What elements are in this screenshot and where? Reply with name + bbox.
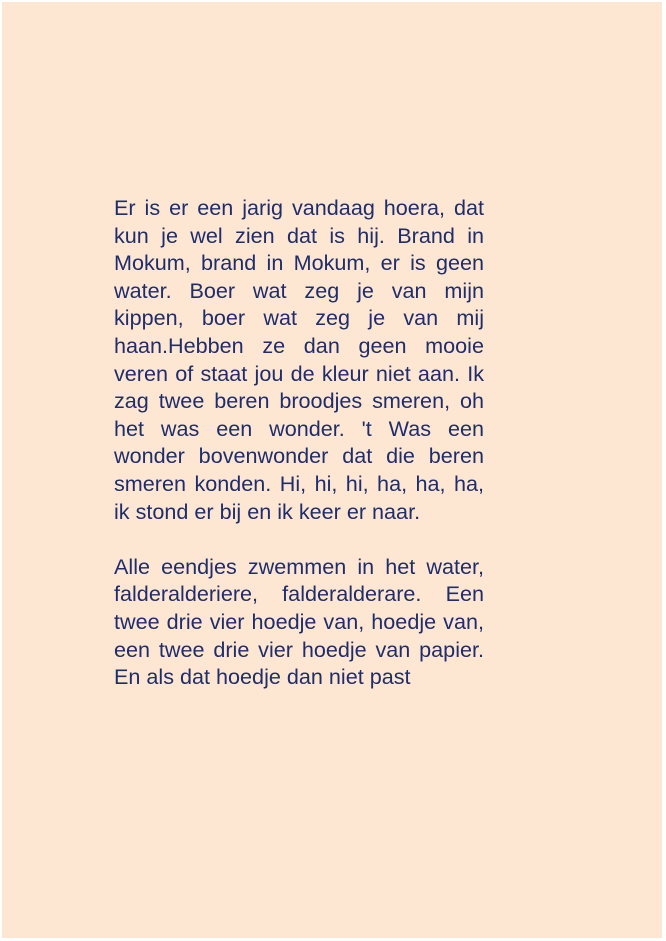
document-page (2, 2, 662, 938)
paragraph-1: Er is er een jarig vandaag hoera, dat kun je wel zien dat is hij. Brand in Mokum, brand in Mokum, er is geen water. Boer wat zeg je van mijn kippen, boer wat zeg je van mij haan.Hebben ze dan geen mooie veren of staat jou de kleur niet aan. Ik zag twee beren broodjes smeren, oh het was een wonder. 't Was een wonder bovenwonder dat die beren smeren konden. Hi, hi, hi, ha, ha, ha, ik stond er bij en ik keer er naar. (114, 195, 484, 524)
paragraph-2: Alle eendjes zwemmen in het water, falderalderiere, falderalderare. Een twee drie vier hoedje van, hoedje van, een twee drie vier hoedje van papier. En als dat hoedje dan niet past (114, 553, 484, 690)
body-text (114, 194, 484, 691)
